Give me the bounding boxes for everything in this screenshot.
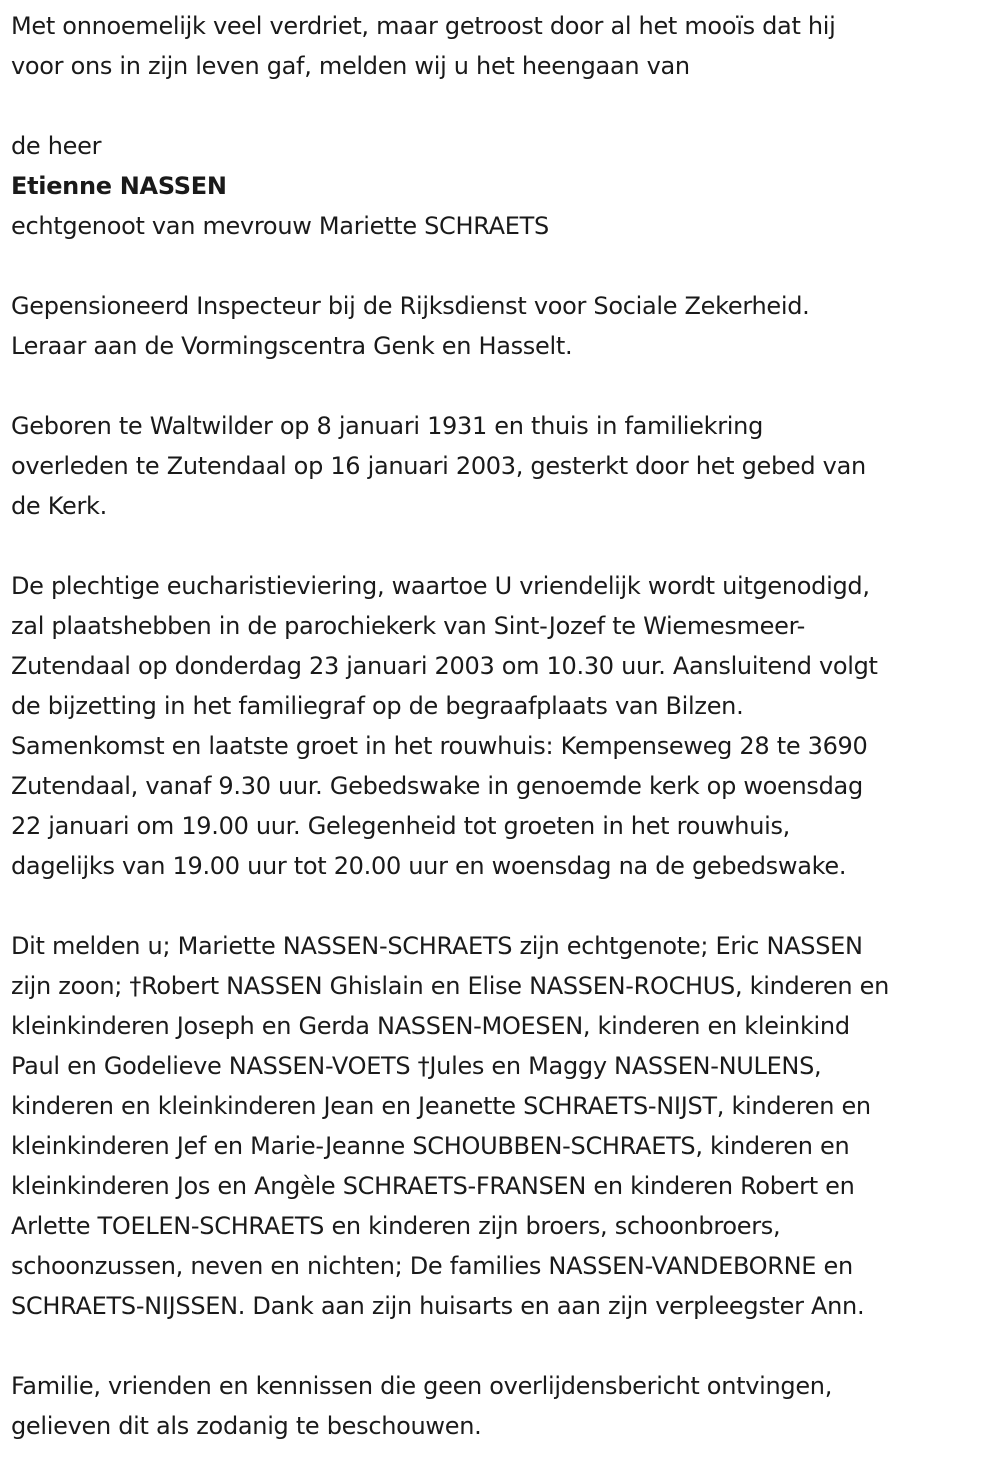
closing-paragraph: Familie, vrienden en kennissen die geen overlijdensbericht ontvingen, gelieven dit als zodanig te beschouwen. [11, 1372, 833, 1440]
salutation: de heer [11, 132, 102, 160]
birth-death-paragraph: Geboren te Waltwilder op 8 januari 1931 en thuis in familiekring overleden te Zutendaal op 16 januari 2003, gesterkt door het gebed van de Kerk. [11, 412, 866, 520]
spouse-line: echtgenoot van mevrouw Mariette SCHRAETS [11, 212, 549, 240]
opening-paragraph: Met onnoemelijk veel verdriet, maar getroost door al het mooïs dat hij voor ons in zijn leven gaf, melden wij u het heengaan van [11, 12, 836, 80]
deceased-name: Etienne NASSEN [11, 172, 227, 200]
spacer [11, 526, 996, 566]
spacer [11, 1326, 996, 1366]
spacer [11, 366, 996, 406]
spacer [11, 86, 996, 126]
obituary-notice [11, 6, 996, 1446]
spacer [11, 246, 996, 286]
spacer [11, 886, 996, 926]
career-paragraph: Gepensioneerd Inspecteur bij de Rijksdienst voor Sociale Zekerheid. Leraar aan de Vormingscentra Genk en Hasselt. [11, 292, 810, 360]
ceremony-paragraph: De plechtige eucharistieviering, waartoe U vriendelijk wordt uitgenodigd, zal plaatshebben in de parochiekerk van Sint-Jozef te Wiemesmeer- Zutendaal op donderdag 23 januari 2003 om 10.30 uur. Aansluitend volgt de bijzetting in het familiegraf op de begraafplaats van Bilzen. Samenkomst en laatste groet in het rouwhuis: Kempenseweg 28 te 3690 Zutendaal, vanaf 9.30 uur. Gebedswake in genoemde kerk op woensdag 22 januari om 19.00 uur. Gelegenheid tot groeten in het rouwhuis, dagelijks van 19.00 uur tot 20.00 uur en woensdag na de gebedswake. [11, 572, 878, 880]
family-paragraph: Dit melden u; Mariette NASSEN-SCHRAETS zijn echtgenote; Eric NASSEN zijn zoon; †Robert NASSEN Ghislain en Elise NASSEN-ROCHUS, kinderen en kleinkinderen Joseph en Gerda NASSEN-MOESEN, kinderen en kleinkind Paul en Godelieve NASSEN-VOETS †Jules en Maggy NASSEN-NULENS, kinderen en kleinkinderen Jean en Jeanette SCHRAETS-NIJST, kinderen en kleinkinderen Jef en Marie-Jeanne SCHOUBBEN-SCHRAETS, kinderen en kleinkinderen Jos en Angèle SCHRAETS-FRANSEN en kinderen Robert en Arlette TOELEN-SCHRAETS en kinderen zijn broers, schoonbroers, schoonzussen, neven en nichten; De families NASSEN-VANDEBORNE en SCHRAETS-NIJSSEN. Dank aan zijn huisarts en aan zijn verpleegster Ann. [11, 932, 890, 1320]
